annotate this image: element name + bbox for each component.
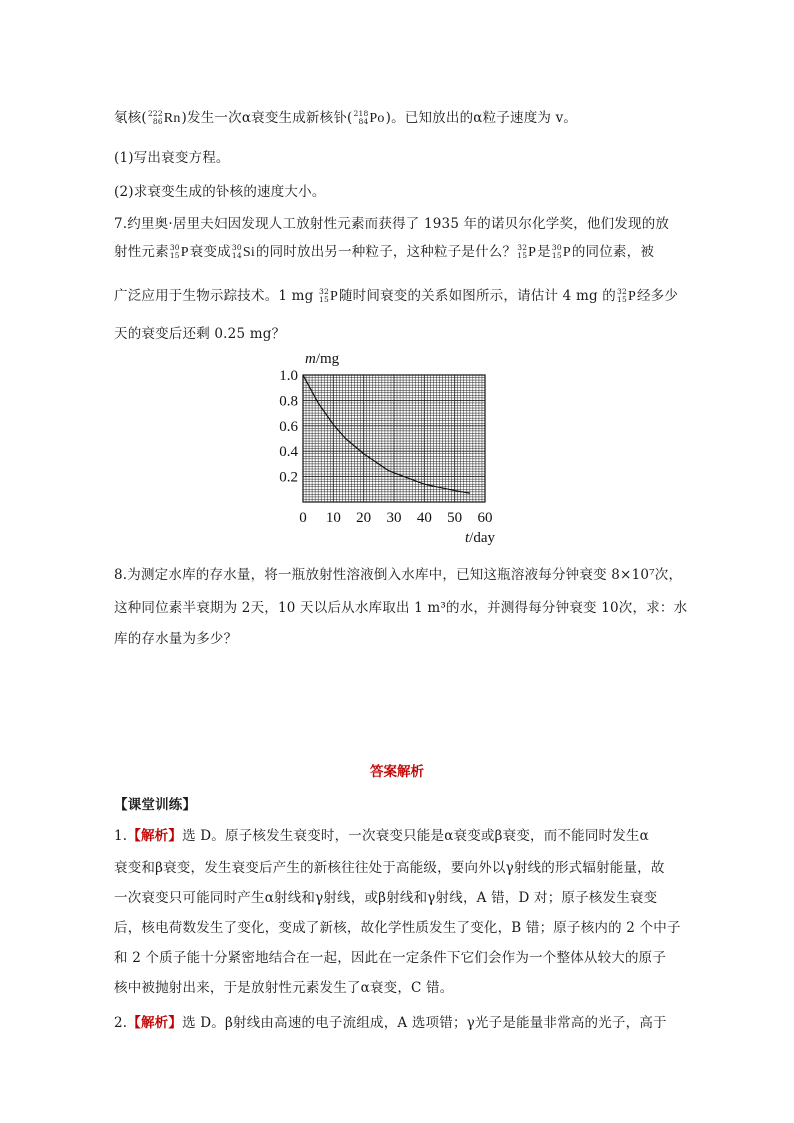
answer-1-line1 <box>114 824 649 844</box>
y-tick-label: 0.8 <box>279 393 298 410</box>
answer-1-line6: 核中被抛射出来，于是放射性元素发生了α衰变，C 错。 <box>114 980 454 996</box>
y-tick-label: 1.0 <box>279 368 298 384</box>
nuclide-p30 <box>170 244 189 261</box>
nuclide-p30 <box>552 244 571 261</box>
q7-line4: 天的衰变后还剩 0.25 mg？ <box>114 326 286 342</box>
text: 的同时放出另一种粒子，这种粒子是什么？ <box>255 244 517 260</box>
atomic-number: 86 <box>152 116 163 126</box>
atomic-number: 15 <box>517 250 528 260</box>
text: 随时间衰变的关系如图所示，请估计 4 mg 的 <box>338 288 616 304</box>
answer-number: 2. <box>114 1015 128 1031</box>
y-tick-label: 0.4 <box>279 444 298 461</box>
element-symbol: P <box>329 289 338 304</box>
x-axis-label <box>465 530 495 546</box>
mass-number: 30 <box>231 242 242 252</box>
nuclide-po <box>354 110 385 127</box>
analysis-tag: 【解析】 <box>127 828 183 844</box>
q6-line1 <box>114 106 577 127</box>
x-tick-label: 0 <box>299 510 307 526</box>
nuclide-rn <box>148 110 181 127</box>
text: 的同位素，被 <box>571 244 655 260</box>
y-tick-label: 0.2 <box>279 469 298 486</box>
text: 选 D。β射线由高速的电子流组成，A 选项错；γ光子是能量非常高的光子，高于 <box>182 1015 667 1031</box>
mass-number: 30 <box>551 242 562 252</box>
text: 是 <box>537 244 551 260</box>
element-symbol: Si <box>242 245 255 260</box>
x-tick-label: 50 <box>447 510 463 526</box>
answer-number: 1. <box>114 828 128 844</box>
x-axis-unit: /day <box>469 530 495 546</box>
nuclide-p32 <box>517 244 536 261</box>
element-symbol: P <box>627 289 636 304</box>
q8-line2: 这种同位素半衰期为 2天，10 天以后从水库取出 1 m³的水，并测得每分钟衰变 10次，求：水 <box>114 600 688 616</box>
nuclide-p32 <box>319 288 338 305</box>
answer-1-line2: 衰变和β衰变，发生衰变后产生的新核往往处于高能级，要向外以γ射线的形式辐射能量，故 <box>114 860 665 876</box>
mass-number: 32 <box>616 286 627 296</box>
x-axis-variable: t <box>465 530 470 546</box>
analysis-tag: 【解析】 <box>127 1015 183 1031</box>
mass-number: 32 <box>319 286 329 296</box>
atomic-number: 15 <box>169 250 180 260</box>
atomic-number: 15 <box>319 294 329 304</box>
y-axis-label <box>305 351 340 367</box>
text: 广泛应用于生物示踪技术。1 mg <box>114 288 319 304</box>
atomic-number: 15 <box>616 294 627 304</box>
atomic-number: 14 <box>231 250 242 260</box>
decay-chart <box>258 345 518 550</box>
mass-number: 30 <box>169 242 180 252</box>
mass-number: 222 <box>147 108 163 118</box>
q7-line2 <box>114 240 654 261</box>
q7-line3 <box>114 284 678 305</box>
x-tick-label: 10 <box>325 510 341 526</box>
atomic-number: 15 <box>551 250 562 260</box>
answer-2-line1 <box>114 1011 667 1031</box>
text: 经多少 <box>636 288 679 304</box>
nuclide-p32 <box>617 288 636 305</box>
answer-1-line5: 和 2 个质子能十分紧密地结合在一起，因此在一定条件下它们会作为一个整体从较大的原子 <box>114 950 667 966</box>
mass-number: 218 <box>353 108 369 118</box>
nuclide-si30 <box>232 244 255 261</box>
y-axis-variable: m <box>305 351 316 367</box>
x-tick-label: 40 <box>416 510 432 526</box>
section-title: 【课堂训练】 <box>114 797 197 813</box>
element-symbol: P <box>180 245 189 260</box>
text: )。已知放出的α粒子速度为 v。 <box>385 110 578 126</box>
element-symbol: P <box>528 245 537 260</box>
element-symbol: P <box>562 245 571 260</box>
q8-line1: 8.为测定水库的存水量，将一瓶放射性溶液倒入水库中，已知这瓶溶液每分钟衰变 8×10⁷次， <box>114 567 683 583</box>
x-tick-label: 20 <box>356 510 372 526</box>
q7-line1: 7.约里奥·居里夫妇因发现人工放射性元素而获得了 1935 年的诺贝尔化学奖，他们发现的放 <box>114 216 670 232</box>
answer-1-line3: 一次衰变只可能同时产生α射线和γ射线，或β射线和γ射线，A 错，D 对；原子核发生衰变 <box>114 890 658 906</box>
element-symbol: Rn <box>163 111 181 126</box>
q8-line3: 库的存水量为多少？ <box>114 631 238 647</box>
q6-sub1: (1)写出衰变方程。 <box>114 150 230 166</box>
text: 氡核( <box>114 110 147 126</box>
text: )发生一次α衰变生成新核钋( <box>181 110 353 126</box>
atomic-number: 84 <box>358 116 369 126</box>
answer-title: 答案解析 <box>370 764 424 780</box>
text: 衰变成 <box>189 244 231 260</box>
element-symbol: Po <box>369 111 385 126</box>
mass-number: 32 <box>517 242 528 252</box>
q6-sub2: (2)求衰变生成的钋核的速度大小。 <box>114 184 326 200</box>
x-tick-label: 30 <box>386 510 402 526</box>
decay-chart-svg <box>258 345 518 550</box>
text: 选 D。原子核发生衰变时，一次衰变只能是α衰变或β衰变，而不能同时发生α <box>182 828 649 844</box>
y-tick-label: 0.6 <box>279 418 298 435</box>
y-axis-unit: /mg <box>315 351 340 367</box>
x-tick-label: 60 <box>477 510 493 526</box>
text: 射性元素 <box>114 244 169 260</box>
answer-1-line4: 后，核电荷数发生了变化，变成了新核，故化学性质发生了变化，B 错；原子核内的 2 个中子 <box>114 920 681 936</box>
